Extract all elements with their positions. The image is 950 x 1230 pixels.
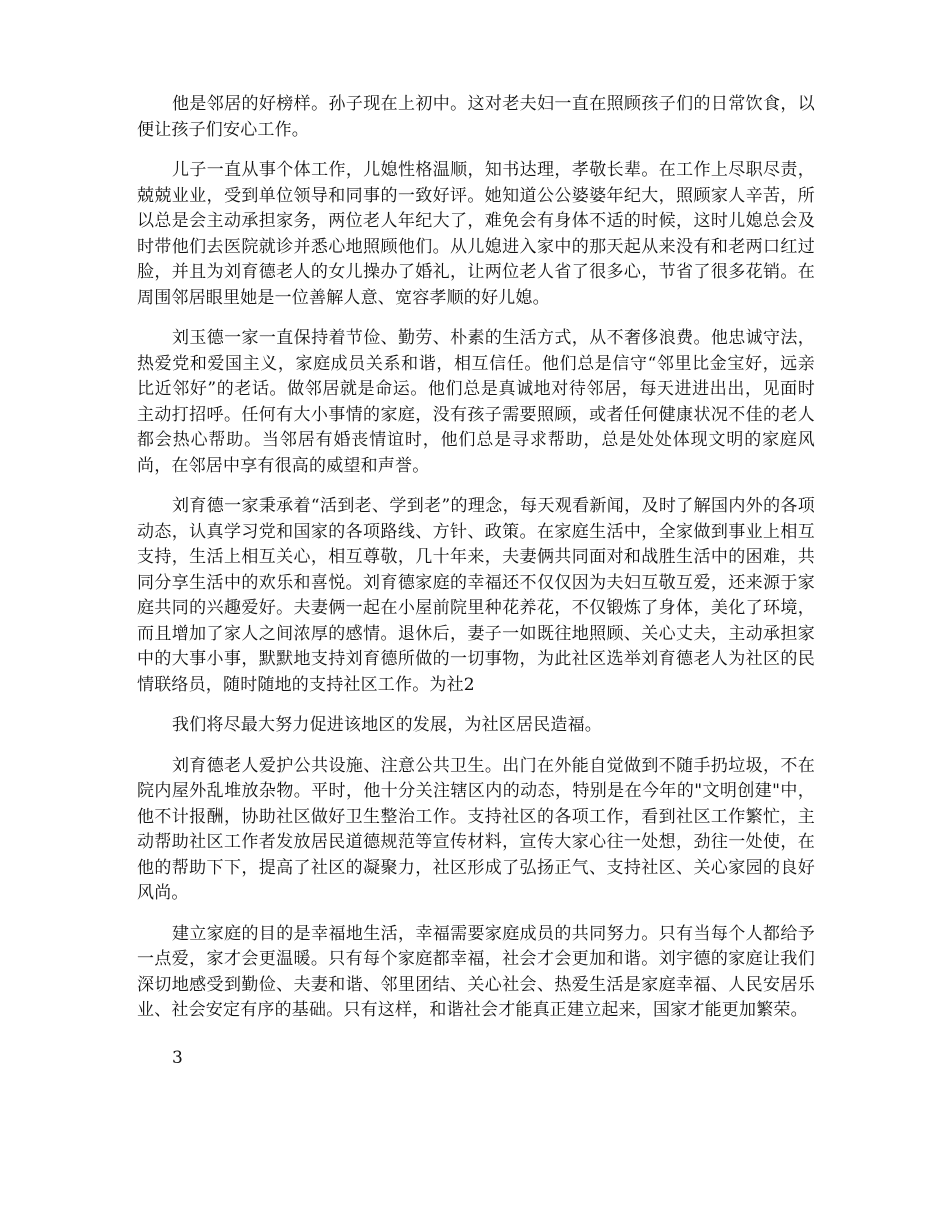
paragraph: 刘育德一家秉承着“活到老、学到老”的理念，每天观看新闻，及时了解国内外的各项动态，认真学习党和国家的各项路线、方针、政策。在家庭生活中，全家做到事业上相互支持，生活上相互关心，相互尊敬，几十年来，夫妻俩共同面对和战胜生活中的困难，共同分享生活中的欢乐和喜悦。刘育德家庭的幸福还不仅仅因为夫妇互敬互爱，还来源于家庭共同的兴趣爱好。夫妻俩一起在小屋前院里种花养花，不仅锻炼了身体，美化了环境，而且增加了家人之间浓厚的感情。退休后，妻子一如既往地照顾、关心丈夫，主动承担家中的大事小事，默默地支持刘育德所做的一切事物，为此社区选举刘育德老人为社区的民情联络员，随时随地的支持社区工作。为社2 [137, 496, 815, 695]
paragraph: 他是邻居的好榜样。孙子现在上初中。这对老夫妇一直在照顾孩子们的日常饮食，以便让孩子们安心工作。 [137, 94, 815, 140]
paragraph: 我们将尽最大努力促进该地区的发展，为社区居民造福。 [172, 715, 602, 735]
document-body [137, 92, 815, 1039]
paragraph: 刘育德老人爱护公共设施、注意公共卫生。出门在外能自觉做到不随手扔垃圾，不在院内屋外乱堆放杂物。平时，他十分关注辖区内的动态，特别是在今年的"文明创建"中，他不计报酬，协助社区做好卫生整治工作。支持社区的各项工作，看到社区工作繁忙，主动帮助社区工作者发放居民道德规范等宣传材料，宣传大家心往一处想，劲往一处使，在他的帮助下下，提高了社区的凝聚力，社区形成了弘扬正气、支持社区、关心家园的良好风尚。 [137, 755, 815, 903]
paragraph: 刘玉德一家一直保持着节俭、勤劳、朴素的生活方式，从不奢侈浪费。他忠诚守法，热爱党和爱国主义，家庭成员关系和谐，相互信任。他们总是信守“邻里比金宝好，远亲比近邻好”的老话。做邻居就是命运。他们总是真诚地对待邻居，每天进进出出，见面时主动打招呼。任何有大小事情的家庭，没有孩子需要照顾，或者任何健康状况不佳的老人都会热心帮助。当邻居有婚丧情谊时，他们总是寻求帮助，总是处处体现文明的家庭风尚，在邻居中享有很高的威望和声誉。 [137, 328, 815, 476]
paragraph: 儿子一直从事个体工作，儿媳性格温顺，知书达理，孝敬长辈。在工作上尽职尽责，兢兢业业，受到单位领导和同事的一致好评。她知道公公婆婆年纪大，照顾家人辛苦，所以总是会主动承担家务，两位老人年纪大了，难免会有身体不适的时候，这时儿媳总会及时带他们去医院就诊并悉心地照顾他们。从儿媳进入家中的那天起从来没有和老两口红过脸，并且为刘育德老人的女儿操办了婚礼，让两位老人省了很多心，节省了很多花销。在周围邻居眼里她是一位善解人意、宽容孝顺的好儿媳。 [137, 160, 815, 308]
page-number: 3 [172, 1048, 183, 1068]
paragraph: 建立家庭的目的是幸福地生活，幸福需要家庭成员的共同努力。只有当每个人都给予一点爱，家才会更温暖。只有每个家庭都幸福，社会才会更加和谐。刘宇德的家庭让我们深切地感受到勤俭、夫妻和谐、邻里团结、关心社会、热爱生活是家庭幸福、人民安居乐业、社会安定有序的基础。只有这样，和谐社会才能真正建立起来，国家才能更加繁荣。 [137, 923, 815, 1020]
